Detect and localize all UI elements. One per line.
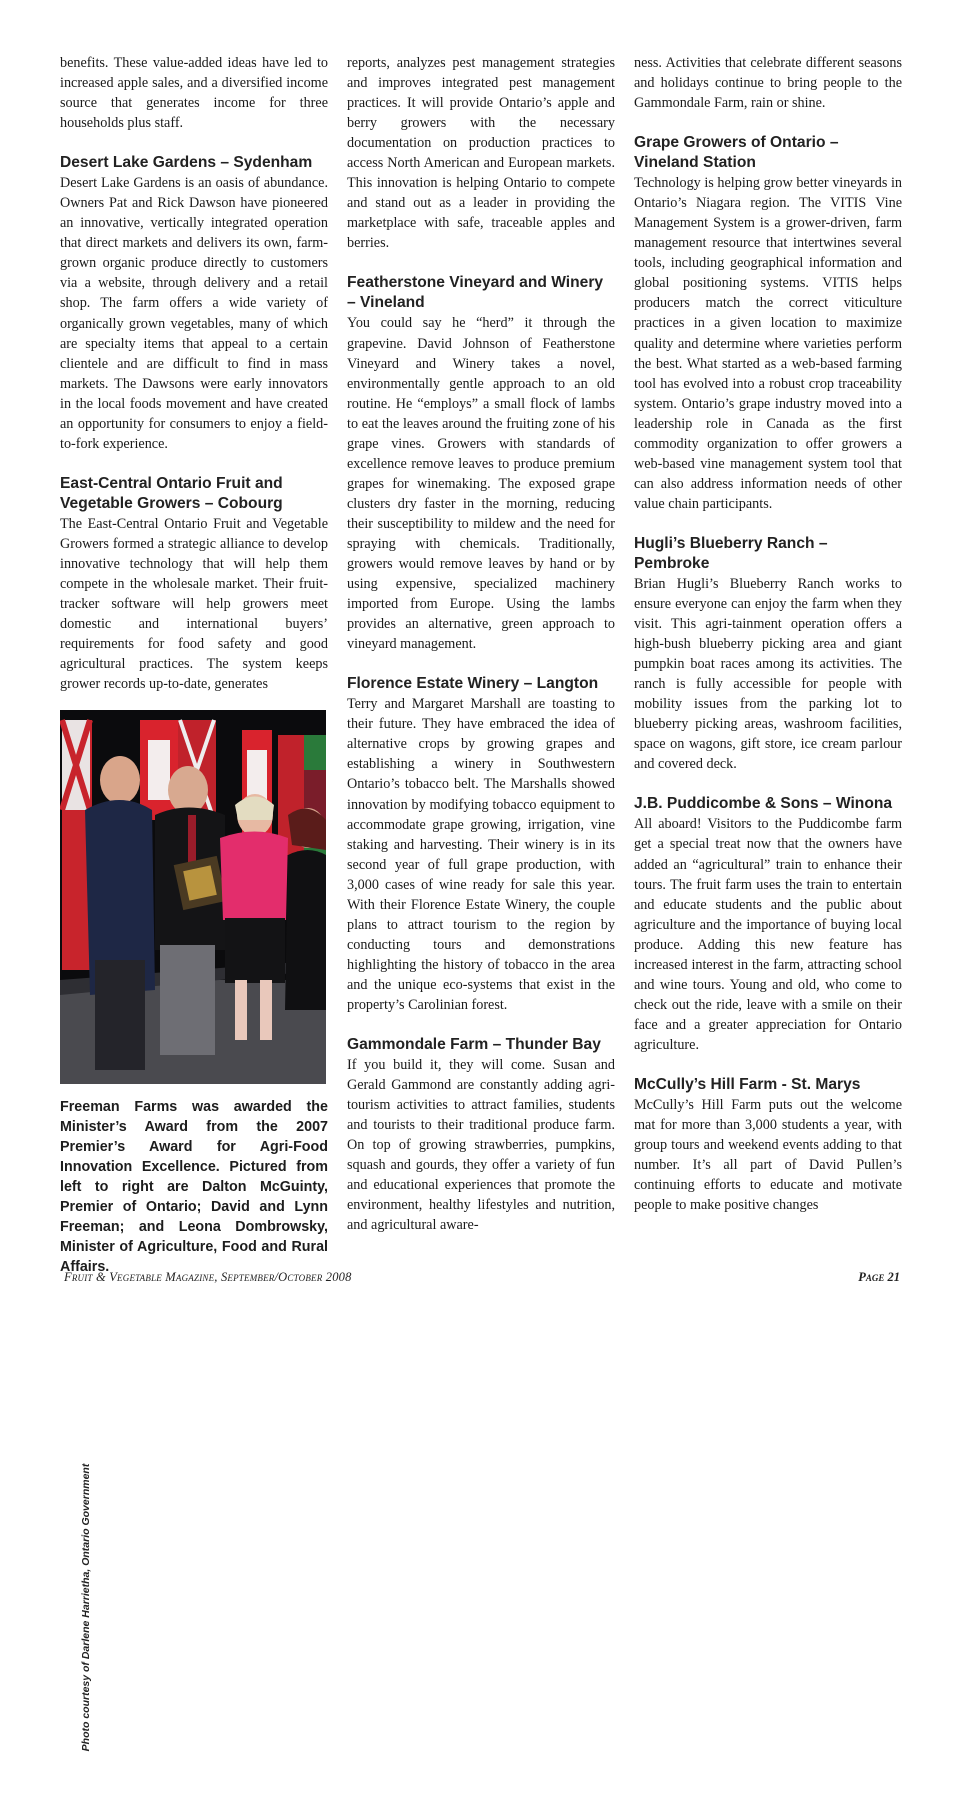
body-puddicombe: All aboard! Visitors to the Puddicombe farm get a special treat now that the owners have added an “agricultural” train to enhance their tours. The fruit farm uses the train to entertain and educate students and the public about agriculture and the importance of buying local produce. Adding this new feature has increased interest in the farm, attracting school and wine tours. Young and old, who come to check out the ride, leave with a smile on their face and a greater appreciation for Ontario agriculture. <box>634 816 902 1053</box>
page-number: Page 21 <box>858 1270 900 1284</box>
body-desert-lake-gardens: Desert Lake Gardens is an oasis of abundance. Owners Pat and Rick Dawson have pioneered an innovative, vertically integrated operation that direct markets and delivers its own, farm-grown organic produce directly to customers via a website, through delivery and a retail shop. The farm offers a wide variety of organically grown vegetables, many of which are specialty items that appeal to a certain clientele and are difficult to find in mass markets. The Dawsons were early innovators in the local foods movement and have created an opportunity for consumers to enjoy a field-to-fork experience. <box>60 175 328 452</box>
column-3-intro: ness. Activities that celebrate different seasons and holidays continue to bring people to the Gammondale Farm, rain or shine. <box>634 55 902 112</box>
heading-grape-growers: Grape Growers of Ontario – Vineland Station <box>634 134 839 172</box>
column-2 <box>347 53 615 1235</box>
body-east-central-ontario: The East-Central Ontario Fruit and Vegetable Growers formed a strategic alliance to develop innovative technology that will help them compete in the wholesale market. Their fruit-tracker software will help growers meet domestic and international buyers’ requirements for food safety and good agricultural practices. The system keeps grower records up-to-date, generates <box>60 515 328 693</box>
body-featherstone: You could say he “herd” it through the grapevine. David Johnson of Featherstone Vineyard and Winery takes a novel, environmentally gentle approach to an old routine. He “employs” a small flock of lambs to eat the leaves around the fruiting zone of his grape vines. Growers with standards of excellence remove leaves to produce premium grapes for winemaking. The exposed grape clusters dry faster in the morning, reducing their susceptibility to mildew and the need for spraying with chemicals. Traditionally, growers would remove leaves by hand or by using expensive, specialized machinery imported from Europe. Using the lambs provides an alternative, green approach to vineyard management. <box>347 315 615 653</box>
photo-credit: Photo courtesy of Darlene Harrietha, Ontario Government <box>80 1463 92 1752</box>
heading-mccullys-hill: McCully’s Hill Farm - St. Marys <box>634 1075 861 1093</box>
award-photo-image <box>60 710 326 1084</box>
column-1 <box>60 53 328 694</box>
heading-puddicombe: J.B. Puddicombe & Sons – Winona <box>634 795 893 813</box>
body-mccullys-hill: McCully’s Hill Farm puts out the welcome mat for more than 3,000 students a year, with group tours and weekend events adding to that number. It’s all part of David Pullen’s continuing efforts to educate and motivate people to make positive changes <box>634 1096 902 1214</box>
heading-huglis-blueberry: Hugli’s Blueberry Ranch – Pembroke <box>634 534 828 572</box>
column-1-intro: benefits. These value-added ideas have led to increased apple sales, and a diversified income source that generates income for three households plus staff. <box>60 55 328 132</box>
footer-publication: Fruit & Vegetable Magazine, September/October 2008 <box>64 1270 352 1284</box>
column-3 <box>634 53 902 1215</box>
body-gammondale: If you build it, they will come. Susan and Gerald Gammond are constantly adding agri-tourism activities to attract families, students and tourists to their traditional produce farm. On top of growing strawberries, pumpkins, squash and gourds, they offer a variety of fun and educational experiences that promote the environment, healthy lifestyles and nutrition, and agricultural aware- <box>347 1057 615 1234</box>
heading-desert-lake-gardens: Desert Lake Gardens – Sydenham <box>60 154 313 172</box>
body-florence-estate: Terry and Margaret Marshall are toasting to their future. They have embraced the idea of alternative crops by growing grapes and establishing a winery in Southwestern Ontario’s tobacco belt. The Marshalls showed innovation by modifying tobacco equipment to accommodate grape growing, irrigation, vine staking and harvesting. Their winery is in its second year of full grape production, with 3,000 cases of wine ready for sale this year. With their Florence Estate Winery, the couple plans to attract tourism to the region by conducting tours and demonstrations highlighting the history of tobacco in the area and the unique eco-systems that exist in the property’s Carolinian forest. <box>347 696 615 1013</box>
heading-florence-estate: Florence Estate Winery – Langton <box>347 675 599 693</box>
body-huglis-blueberry: Brian Hugli’s Blueberry Ranch works to ensure everyone can enjoy the farm when they visit. This agri-tainment operation offers a high-bush blueberry picking area and giant pumpkin boat races among its activities. The ranch is fully accessible for people with mobility issues from the parking lot to blueberry picking areas, washroom facilities, space on wagons, gift store, ice cream parlour and covered deck. <box>634 575 902 773</box>
award-photo <box>60 710 326 1084</box>
body-grape-growers: Technology is helping grow better vineyards in Ontario’s Niagara region. The VITIS Vine Management System is a grower-driven, farm management resource that intertwines several tools, including geographical information and global positioning systems. VITIS helps producers match the correct viticulture practices in a given location to maximize quality and determine where varieties perform the best. What started as a web-based farming tool has evolved into a robust crop traceability system. Ontario’s grape industry moved into a leadership role in Canada as the first commodity organization to offer growers a web-based vine management system tool that can also address information needs of other value chain participants. <box>634 175 902 512</box>
photo-caption: Freeman Farms was awarded the Minister’s Award from the 2007 Premier’s Award for Agri-Food Innovation Excellence. Pictured from left to right are Dalton McGuinty, Premier of Ontario; David and Lynn Freeman; and Leona Dombrowsky, Minister of Agriculture, Food and Rural Affairs. <box>60 1099 328 1275</box>
column-2-intro: reports, analyzes pest management strategies and improves integrated pest management practices. It will provide Ontario’s apple and berry growers with the necessary documentation on production practices to access North American and European markets. This innovation is helping Ontario to compete and stand out as a leader in providing the marketplace with safe, traceable apples and berries. <box>347 55 615 252</box>
heading-gammondale: Gammondale Farm – Thunder Bay <box>347 1036 601 1054</box>
heading-featherstone: Featherstone Vineyard and Winery – Vineland <box>347 274 604 312</box>
heading-east-central-ontario: East-Central Ontario Fruit and Vegetable Growers – Cobourg <box>60 474 283 512</box>
